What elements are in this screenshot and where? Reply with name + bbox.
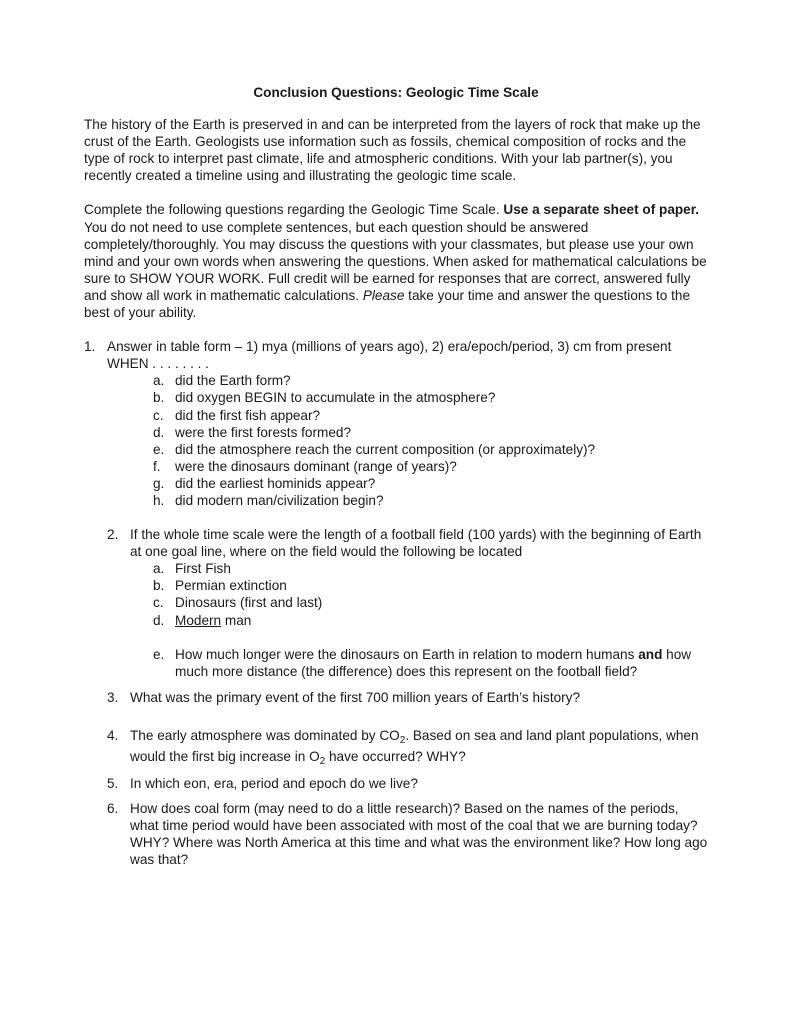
question-number: 5. — [107, 775, 119, 791]
list-item: a. did the Earth form? — [153, 373, 291, 389]
question-number: 4. — [107, 727, 119, 743]
question-5-text: In which eon, era, period and epoch do we live? — [130, 775, 418, 791]
question-1-text: Answer in table form – 1) mya (millions of years ago), 2) era/epoch/period, 3) cm from present WHEN . . . . . . . . — [107, 339, 672, 372]
instructions-text-1: Complete the following questions regarding the Geologic Time Scale. — [84, 202, 504, 218]
question-2-subitems — [153, 560, 708, 680]
list-item: e. did the atmosphere reach the current composition (or approximately)? — [153, 441, 596, 457]
question-number: 1. — [84, 339, 96, 355]
list-item: b. Permian extinction — [153, 578, 287, 594]
list-item: d. were the first forests formed? — [153, 424, 352, 440]
page-title: Conclusion Questions: Geologic Time Scale — [253, 85, 539, 100]
instructions-paragraph — [84, 201, 708, 321]
instructions-text-2: You do not need to use complete sentences, but each question should be answered completely/thoroughly. You may discuss the questions with your classmates, but please use your own mind and your own words when answering the questions. When asked for mathematical calculations be sure to SHOW YOUR WORK. Full credit will be earned for responses that are correct, answered fully and show all work in mathematic calculations. — [84, 219, 707, 303]
question-4 — [84, 725, 708, 767]
question-5 — [84, 775, 708, 792]
question-number: 6. — [107, 801, 119, 816]
list-item: d. Modern man — [153, 612, 252, 628]
intro-paragraph: The history of the Earth is preserved in and can be interpreted from the layers of rock that make up the crust of the Earth. Geologists use information such as fossils, chemical composition of rocks and the type of rock to interpret past climate, life and atmospheric conditions. With your lab partner(s), you recently created a timeline using and illustrating the geologic time scale. — [84, 117, 701, 184]
list-item: f. were the dinosaurs dominant (range of years)? — [153, 458, 457, 474]
list-item: h. did modern man/civilization begin? — [153, 492, 384, 508]
question-number: 2. — [107, 527, 119, 543]
question-3 — [84, 689, 708, 706]
list-item: g. did the earliest hominids appear? — [153, 475, 376, 491]
instructions-bold-text: Use a separate sheet of paper. — [503, 202, 700, 218]
question-1-subitems — [153, 372, 708, 509]
question-2-text: If the whole time scale were the length of a football field (100 yards) with the beginning of Earth at one goal line, where on the field would the following be located — [130, 527, 702, 560]
list-item: a. First Fish — [153, 561, 231, 577]
question-3-text: What was the primary event of the first 700 million years of Earth’s history? — [130, 689, 581, 705]
list-item: b. did oxygen BEGIN to accumulate in the atmosphere? — [153, 390, 496, 406]
list-item: c. did the first fish appear? — [153, 407, 321, 423]
list-item: e. How much longer were the dinosaurs on Earth in relation to modern humans and how much more distance (the difference) does this represent on the football field? — [153, 646, 692, 679]
question-1 — [84, 338, 708, 372]
question-6-text: How does coal form (may need to do a little research)? Based on the names of the periods, what time period would have been associated with most of the coal that we are burning today? WHY? Where was North America at this time and what was the environment like? How long ago was that? — [130, 801, 708, 868]
instructions-text-3: take your time and answer the questions to the best of your ability. — [84, 287, 691, 321]
question-4-text: The early atmosphere was dominated by $CO_2$. Based on sea and land plant populations, when would the first big increase in $O_2$ have occurred? WHY? — [130, 727, 699, 767]
instructions-italic-text: Please — [362, 287, 405, 303]
list-item: c. Dinosaurs (first and last) — [153, 595, 323, 611]
question-number: 3. — [107, 689, 119, 705]
worksheet-page — [84, 84, 708, 868]
question-6 — [84, 800, 708, 868]
question-2 — [84, 526, 708, 560]
